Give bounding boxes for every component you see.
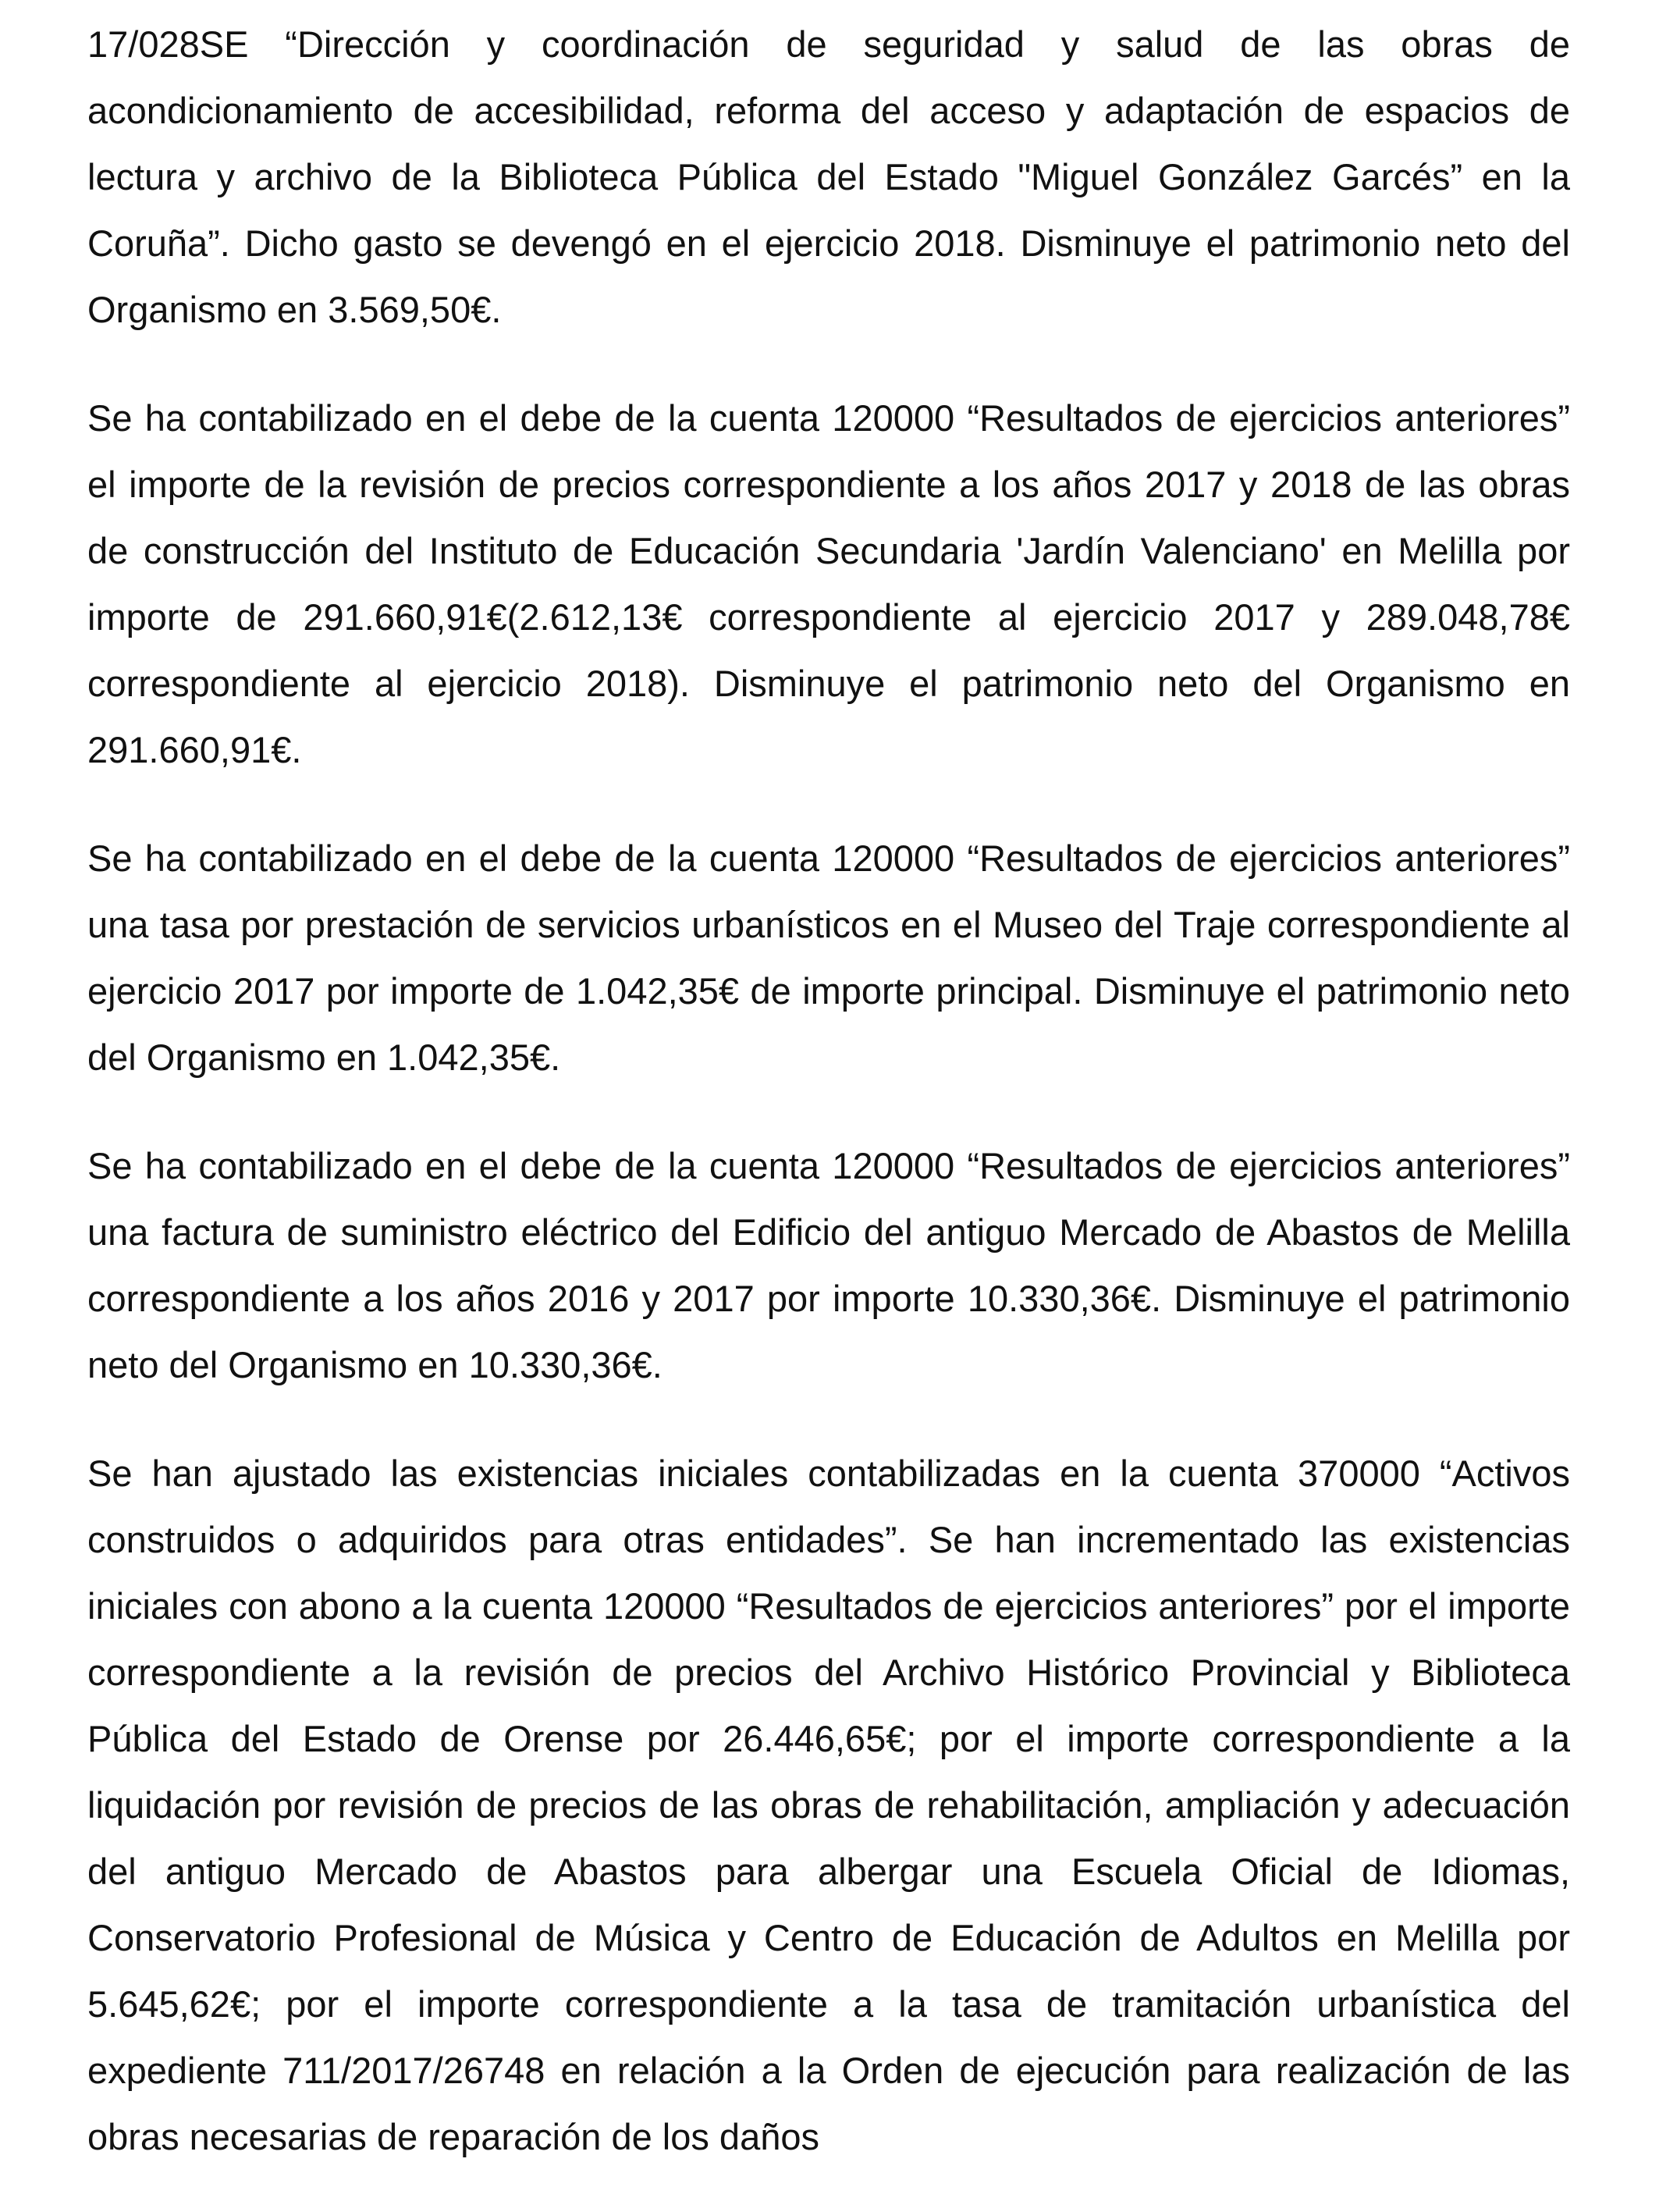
paragraph-5: Se han ajustado las existencias iniciales contabilizadas en la cuenta 370000 “Activos construidos o adquiridos para otras entidades”. Se han incrementado las existencias iniciales con abono a la cuenta 120000 “Resultados de ejercicios anteriores” por el importe correspondiente a la revisión de precios del Archivo Histórico Provincial y Biblioteca Pública del Estado de Orense por 26.446,65€; por el importe correspondiente a la liquidación por revisión de precios de las obras de rehabilitación, ampliación y adecuación del antiguo Mercado de Abastos para albergar una Escuela Oficial de Idiomas, Conservatorio Profesional de Música y Centro de Educación de Adultos en Melilla por 5.645,62€; por el importe correspondiente a la tasa de tramitación urbanística del expediente 711/2017/26748 en relación a la Orden de ejecución para realización de las obras necesarias de reparación de los daños xyxy=(87,1453,1570,2157)
paragraph-2: Se ha contabilizado en el debe de la cuenta 120000 “Resultados de ejercicios anteriores” el importe de la revisión de precios correspondiente a los años 2017 y 2018 de las obras de construcción del Instituto de Educación Secundaria 'Jardín Valenciano' en Melilla por importe de 291.660,91€(2.612,13€ correspondiente al ejercicio 2017 y 289.048,78€ correspondiente al ejercicio 2018). Disminuye el patrimonio neto del Organismo en 291.660,91€. xyxy=(87,397,1570,770)
paragraph-3: Se ha contabilizado en el debe de la cuenta 120000 “Resultados de ejercicios anteriores” una tasa por prestación de servicios urbanísticos en el Museo del Traje correspondiente al ejercicio 2017 por importe de 1.042,35€ de importe principal. Disminuye el patrimonio neto del Organismo en 1.042,35€. xyxy=(87,838,1570,1078)
paragraph-1: 17/028SE “Dirección y coordinación de seguridad y salud de las obras de acondicionamiento de accesibilidad, reforma del acceso y adaptación de espacios de lectura y archivo de la Biblioteca Pública del Estado "Miguel González Garcés” en la Coruña”. Dicho gasto se devengó en el ejercicio 2018. Disminuye el patrimonio neto del Organismo en 3.569,50€. xyxy=(87,23,1570,330)
paragraph-4: Se ha contabilizado en el debe de la cuenta 120000 “Resultados de ejercicios anteriores” una factura de suministro eléctrico del Edificio del antiguo Mercado de Abastos de Melilla correspondiente a los años 2016 y 2017 por importe 10.330,36€. Disminuye el patrimonio neto del Organismo en 10.330,36€. xyxy=(87,1145,1570,1385)
document-page xyxy=(87,11,1570,2212)
